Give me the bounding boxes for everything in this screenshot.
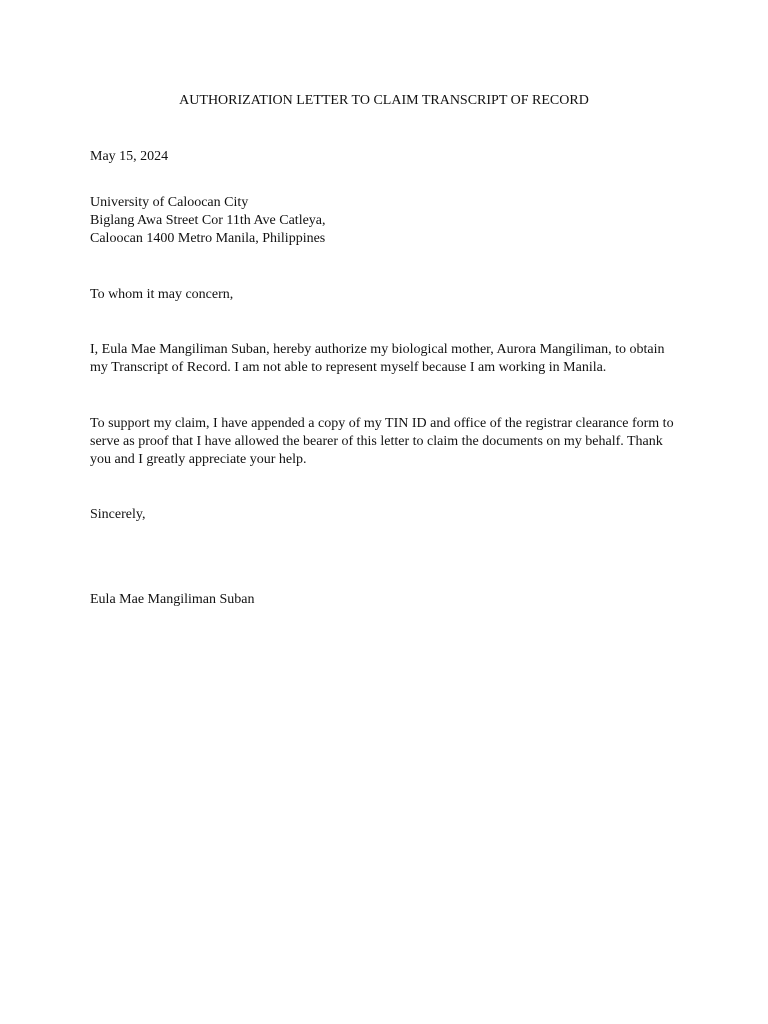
letter-title: AUTHORIZATION LETTER TO CLAIM TRANSCRIPT OF RECORD: [179, 93, 589, 108]
recipient-address: [90, 194, 680, 248]
salutation: To whom it may concern,: [90, 287, 234, 302]
authorization-paragraph: [90, 341, 680, 377]
closing: Sincerely,: [90, 507, 146, 522]
letter-date: May 15, 2024: [90, 149, 169, 164]
paragraph-line: To support my claim, I have appended a copy of my TIN ID and office of the registrar clearance form to: [90, 416, 674, 431]
paragraph-line: you and I greatly appreciate your help.: [90, 452, 307, 467]
paragraph-line: serve as proof that I have allowed the bearer of this letter to claim the documents on my behalf. Thank: [90, 434, 663, 449]
address-line: University of Caloocan City: [90, 195, 249, 210]
address-line: Caloocan 1400 Metro Manila, Philippines: [90, 231, 326, 246]
support-paragraph: [90, 415, 680, 469]
paragraph-line: my Transcript of Record. I am not able to represent myself because I am working in Manila.: [90, 360, 607, 375]
paragraph-line: I, Eula Mae Mangiliman Suban, hereby authorize my biological mother, Aurora Mangiliman, to obtain: [90, 342, 665, 357]
signature-name: Eula Mae Mangiliman Suban: [90, 592, 255, 607]
address-line: Biglang Awa Street Cor 11th Ave Catleya,: [90, 213, 326, 228]
